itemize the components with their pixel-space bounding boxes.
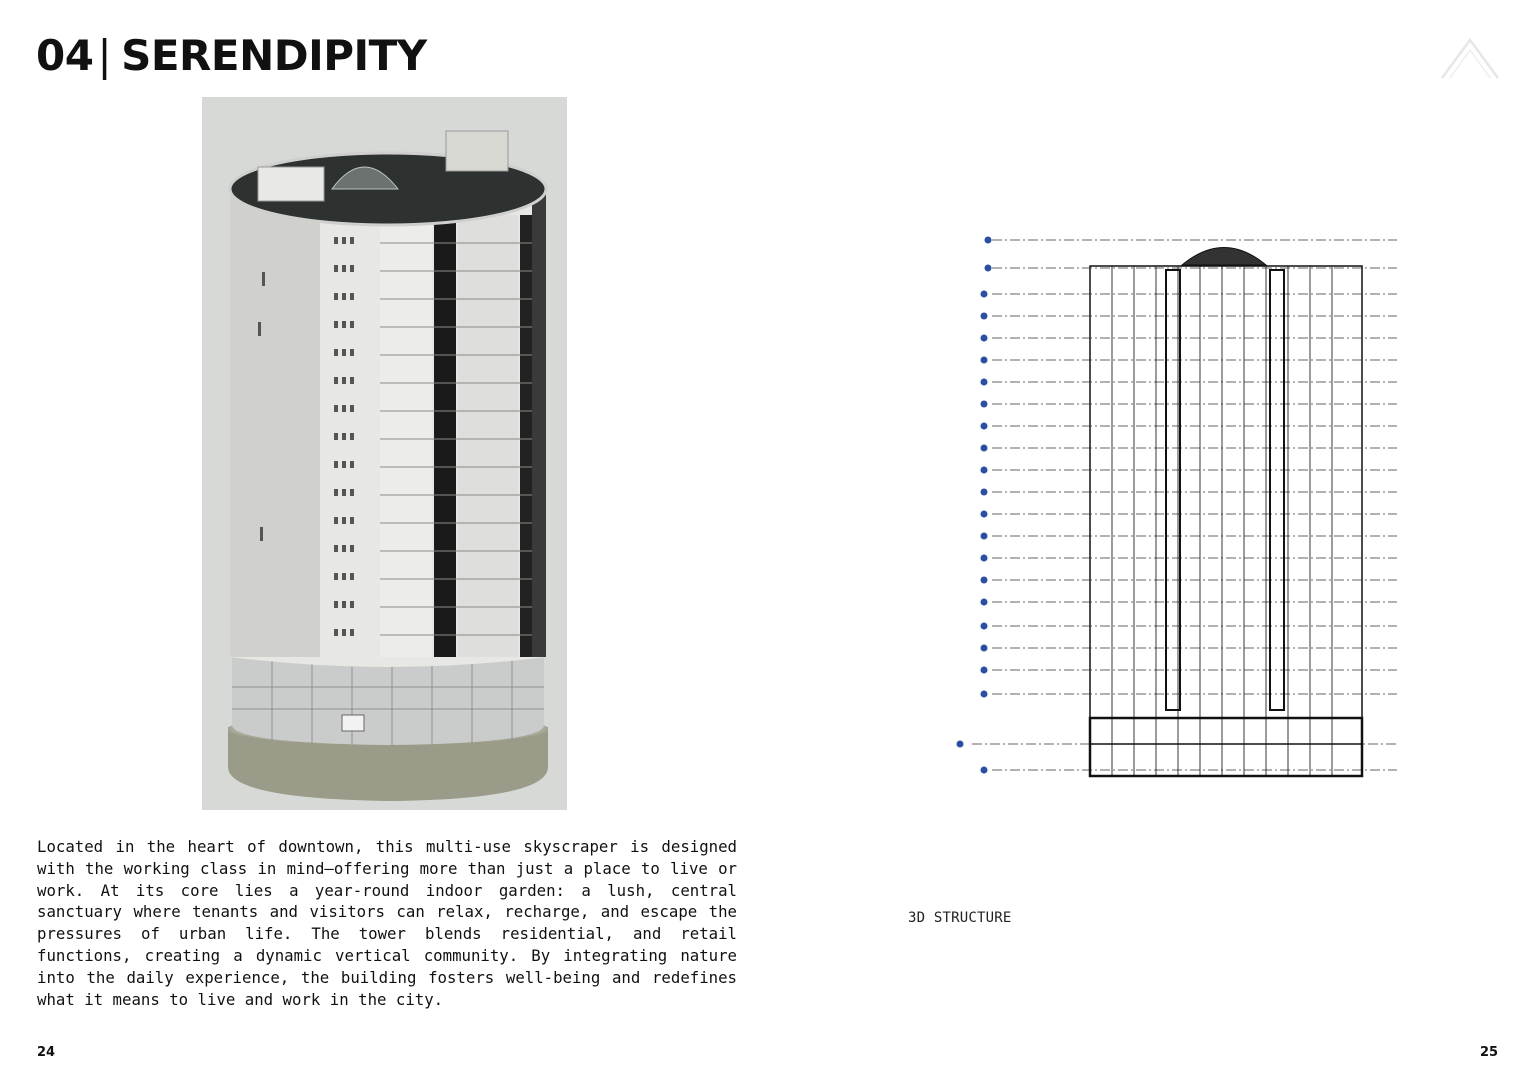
- project-number: 04: [36, 31, 94, 80]
- tower-3d-render: [202, 97, 567, 810]
- figure-caption: 3D STRUCTURE: [908, 910, 1012, 926]
- chevron-roof-logo-icon: [1440, 36, 1500, 80]
- title-separator: |: [97, 31, 112, 80]
- project-name: SERENDIPITY: [121, 31, 427, 80]
- project-description: Located in the heart of downtown, this multi-use skyscraper is designed with the working class in mind—offering more than just a place to live or work. At its core lies a year-round indoor garden: a lush, central sanctuary where tenants and visitors can relax, recharge, and escape the pressures of urban life. The tower blends residential, and retail functions, creating a dynamic vertical community. By integrating nature into the daily experience, the building fosters well-being and redefines what it means to live and work in the city.: [37, 837, 737, 1009]
- page-number-right: 25: [1480, 1045, 1499, 1060]
- page-number-left: 24: [37, 1045, 56, 1060]
- page-title: [36, 28, 427, 84]
- tower-elevation-drawing: [952, 230, 1402, 785]
